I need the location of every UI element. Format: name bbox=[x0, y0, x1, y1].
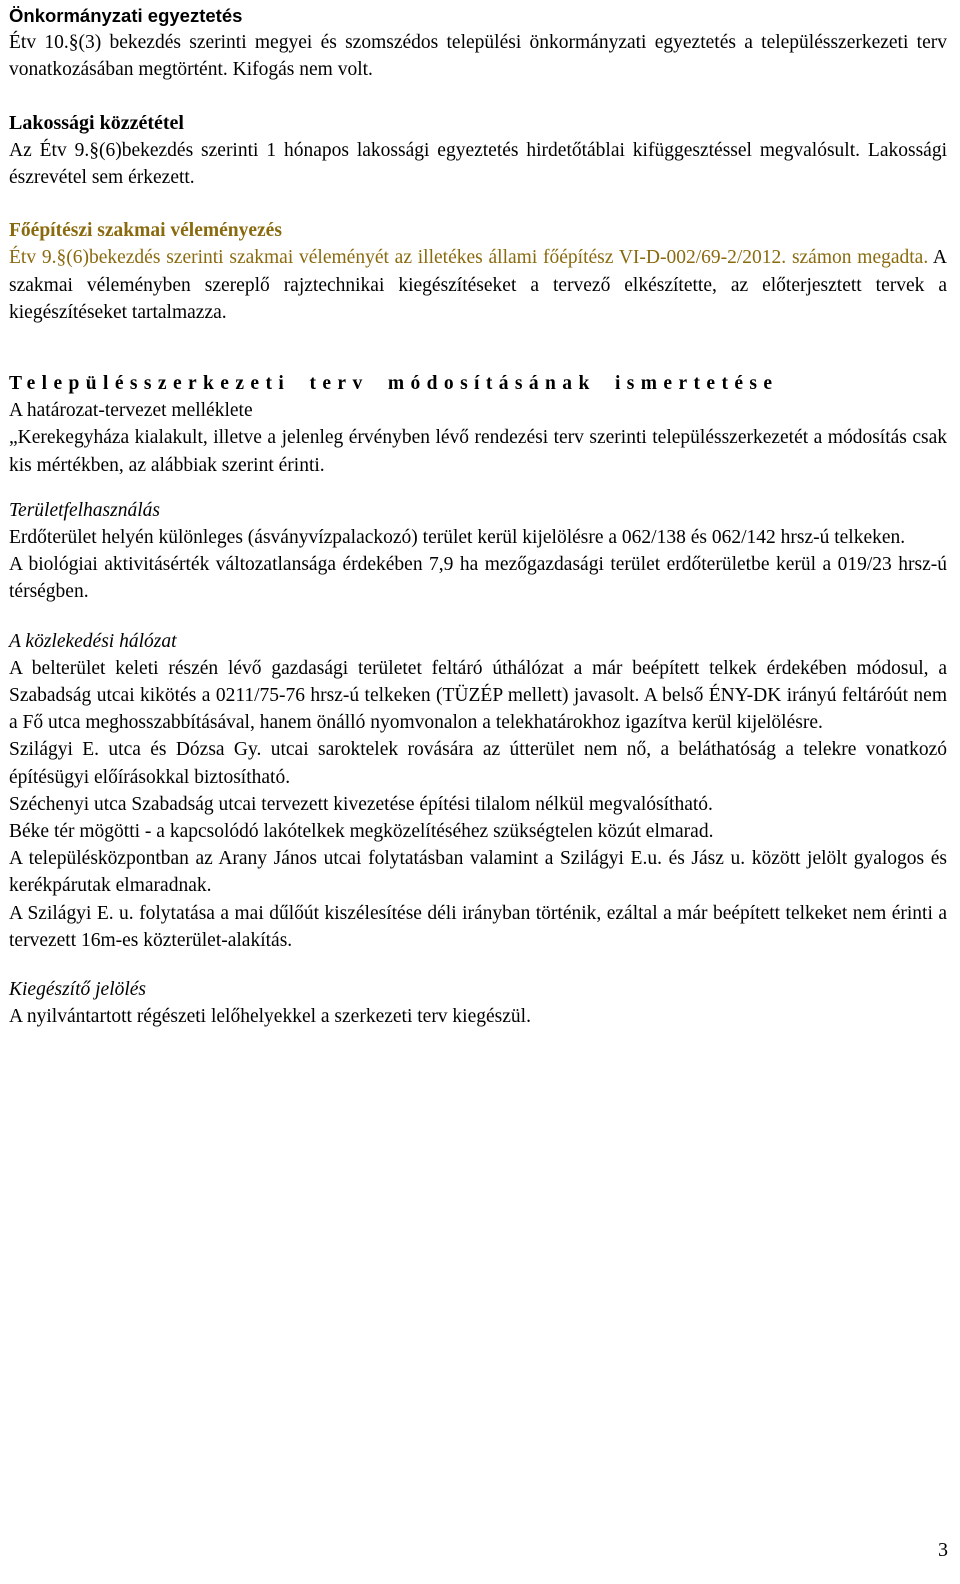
heading-modositas: Településszerkezeti terv módosításának ismertetése bbox=[9, 373, 779, 395]
paragraph-lakossagi bbox=[9, 137, 947, 191]
foepiteszi-text-1: Étv 9.§(6)bekezdés szerinti szakmai véleményét az illetékes állami főépítész VI-D-002/69-2/2012. számon megadta. bbox=[9, 247, 929, 269]
paragraph-onkormanyzati: Étv 10.§(3) bekezdés szerinti megyei és szomszédos települési önkormányzati egyeztetés a településszerkezeti terv vonatkozásában megtörtént. Kifogás nem volt. bbox=[9, 32, 947, 81]
section-foepiteszi bbox=[9, 217, 947, 326]
section-onkormanyzati bbox=[9, 2, 947, 84]
section-lakossagi bbox=[9, 110, 947, 192]
heading-lakossagi: Lakossági közzététel bbox=[9, 111, 184, 134]
heading-kozlekedes: A közlekedési hálózat bbox=[9, 630, 177, 652]
paragraph-teruletfelhasznalas-1: Erdőterület helyén különleges (ásványvízpalackozó) terület kerül kijelölésre a 062/138 és 062/142 hrsz-ú telkeken. bbox=[9, 527, 906, 549]
paragraph-foepiteszi bbox=[9, 244, 947, 326]
section-teruletfelhasznalas bbox=[9, 497, 947, 606]
paragraph-kozlekedes-1: A belterület keleti részén lévő gazdasági területet feltáró úthálózat a már beépített telkek érdekében módosul, a Szabadság utcai kikötés a 0211/75-76 hrsz-ú telkeken (TÜZÉP mellett) javasolt. A belső ÉNY-DK irányú feltáróút nem a Fő utca meghosszabbításával, hanem önálló nyomvonalon a telekhatárokhoz igazítva kerül kijelölésre. bbox=[9, 657, 947, 734]
section-kiegeszito bbox=[9, 976, 947, 1030]
paragraph-kiegeszito: A nyilvántartott régészeti lelőhelyekkel a szerkezeti terv kiegészül. bbox=[9, 1006, 531, 1028]
lakossagi-text-1: Az Étv 9.§(6)bekezdés szerinti 1 hónapos lakossági egyeztetés hirdetőtáblai kifüggesztéssel megvalósult. bbox=[9, 139, 861, 161]
paragraph-kozlekedes-3: Széchenyi utca Szabadság utcai tervezett kivezetése építési tilalom nélkül megvalósítható. bbox=[9, 793, 713, 815]
paragraph-modositas-intro: „Kerekegyháza kialakult, illetve a jelenleg érvényben lévő rendezési terv szerinti településszerkezetét a módosítás csak kis mértékben, az alábbiak szerint érinti. bbox=[9, 427, 947, 476]
heading-foepiteszi: Főépítészi szakmai véleményezés bbox=[9, 220, 282, 242]
section-kozlekedes bbox=[9, 628, 947, 954]
lakossagi-text-2: Lakossági észrevétel sem érkezett. bbox=[9, 139, 947, 189]
section-modositas bbox=[9, 370, 947, 479]
paragraph-kozlekedes-4: Béke tér mögötti - a kapcsolódó lakótelkek megközelítéséhez szükségtelen közút elmarad. bbox=[9, 821, 714, 843]
paragraph-kozlekedes-6: A Szilágyi E. u. folytatása a mai dűlőút kiszélesítése déli irányban történik, ezáltal a már beépített telkeket nem érinti a tervezett 16m-es közterület-alakítás. bbox=[9, 902, 947, 951]
document-body bbox=[9, 2, 947, 1031]
heading-onkormanyzati: Önkormányzati egyeztetés bbox=[9, 5, 243, 26]
page-number: 3 bbox=[938, 1539, 948, 1561]
heading-teruletfelhasznalas: Területfelhasználás bbox=[9, 499, 160, 521]
paragraph-kozlekedes-2: Szilágyi E. utca és Dózsa Gy. utcai saroktelek rovására az útterület nem nő, a beláthatóság a telekre vonatkozó építésügyi előírásokkal biztosítható. bbox=[9, 739, 947, 788]
paragraph-kozlekedes-5: A településközpontban az Arany János utcai folytatásban valamint a Szilágyi E.u. és Jász u. között jelölt gyalogos és kerékpárutak elmaradnak. bbox=[9, 848, 947, 897]
heading-kiegeszito: Kiegészítő jelölés bbox=[9, 979, 147, 1001]
subheading-modositas: A határozat-tervezet melléklete bbox=[9, 400, 253, 422]
foepiteszi-text-2: A szakmai véleményben szereplő rajztechnikai kiegészítéseket a tervező elkészítette, az előterjesztett tervek a kiegészítéseket tartalmazza. bbox=[9, 247, 947, 323]
paragraph-teruletfelhasznalas-2: A biológiai aktivitásérték változatlansága érdekében 7,9 ha mezőgazdasági terület erdőterületbe kerül a 019/23 hrsz-ú térségben. bbox=[9, 554, 947, 603]
